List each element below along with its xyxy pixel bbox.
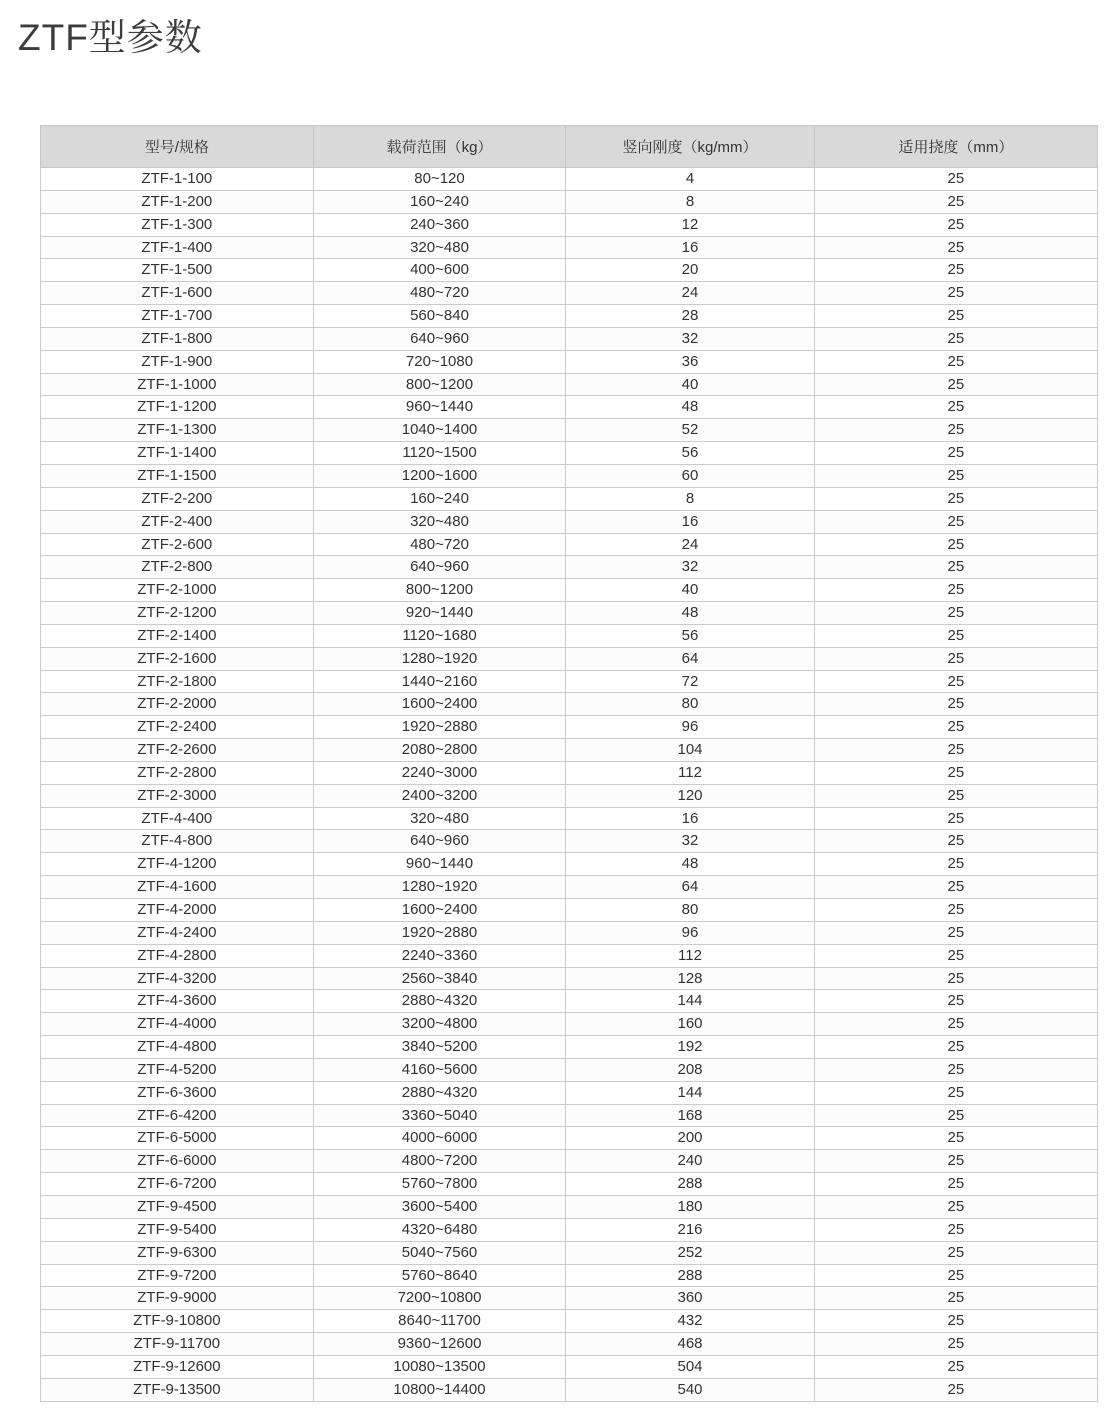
table-cell: 64 <box>566 647 814 670</box>
table-cell: 320~480 <box>313 236 566 259</box>
spec-table <box>40 125 1098 1402</box>
table-row <box>41 259 1098 282</box>
table-row <box>41 967 1098 990</box>
table-row <box>41 236 1098 259</box>
table-cell: 3840~5200 <box>313 1036 566 1059</box>
table-cell: 192 <box>566 1036 814 1059</box>
table-cell: 160 <box>566 1013 814 1036</box>
table-cell: ZTF-6-3600 <box>41 1081 314 1104</box>
table-row <box>41 1195 1098 1218</box>
page-title: ZTF型参数 <box>18 17 203 58</box>
table-cell: 25 <box>814 899 1097 922</box>
table-row <box>41 1241 1098 1264</box>
table-cell: 25 <box>814 442 1097 465</box>
table-cell: ZTF-2-600 <box>41 533 314 556</box>
table-cell: 25 <box>814 876 1097 899</box>
table-row <box>41 1378 1098 1401</box>
table-cell: ZTF-4-1600 <box>41 876 314 899</box>
table-cell: 25 <box>814 487 1097 510</box>
table-cell: 96 <box>566 921 814 944</box>
table-cell: 25 <box>814 921 1097 944</box>
table-cell: 40 <box>566 579 814 602</box>
table-cell: ZTF-1-800 <box>41 327 314 350</box>
table-cell: 5760~8640 <box>313 1264 566 1287</box>
table-cell: 4320~6480 <box>313 1218 566 1241</box>
table-cell: ZTF-2-400 <box>41 510 314 533</box>
table-cell: ZTF-9-10800 <box>41 1310 314 1333</box>
table-row <box>41 1218 1098 1241</box>
table-cell: 25 <box>814 647 1097 670</box>
column-header-load-range: 载荷范围（kg） <box>313 126 566 168</box>
table-cell: ZTF-2-800 <box>41 556 314 579</box>
table-cell: 25 <box>814 670 1097 693</box>
table-row <box>41 1310 1098 1333</box>
table-cell: ZTF-2-2400 <box>41 716 314 739</box>
table-cell: 112 <box>566 761 814 784</box>
table-cell: 25 <box>814 190 1097 213</box>
table-row <box>41 168 1098 191</box>
table-cell: ZTF-9-9000 <box>41 1287 314 1310</box>
table-row <box>41 579 1098 602</box>
table-cell: 48 <box>566 602 814 625</box>
table-cell: 25 <box>814 716 1097 739</box>
table-cell: 25 <box>814 327 1097 350</box>
table-cell: 208 <box>566 1058 814 1081</box>
table-cell: 25 <box>814 168 1097 191</box>
table-cell: 432 <box>566 1310 814 1333</box>
table-cell: ZTF-9-11700 <box>41 1333 314 1356</box>
table-row <box>41 1333 1098 1356</box>
table-cell: 8 <box>566 487 814 510</box>
table-cell: 920~1440 <box>313 602 566 625</box>
table-row <box>41 1150 1098 1173</box>
table-row <box>41 373 1098 396</box>
table-cell: 960~1440 <box>313 396 566 419</box>
table-row <box>41 899 1098 922</box>
table-cell: 1120~1680 <box>313 624 566 647</box>
table-cell: ZTF-2-200 <box>41 487 314 510</box>
table-cell: 25 <box>814 259 1097 282</box>
table-cell: 5040~7560 <box>313 1241 566 1264</box>
table-cell: 25 <box>814 1195 1097 1218</box>
table-cell: 7200~10800 <box>313 1287 566 1310</box>
table-cell: 480~720 <box>313 533 566 556</box>
table-cell: ZTF-1-200 <box>41 190 314 213</box>
table-cell: 32 <box>566 556 814 579</box>
table-row <box>41 1036 1098 1059</box>
table-cell: ZTF-4-1200 <box>41 853 314 876</box>
table-cell: ZTF-4-3600 <box>41 990 314 1013</box>
table-row <box>41 807 1098 830</box>
table-cell: 288 <box>566 1264 814 1287</box>
table-cell: 25 <box>814 464 1097 487</box>
table-cell: 1280~1920 <box>313 876 566 899</box>
table-cell: 25 <box>814 213 1097 236</box>
table-cell: 80 <box>566 693 814 716</box>
table-cell: 25 <box>814 1218 1097 1241</box>
table-cell: 252 <box>566 1241 814 1264</box>
table-cell: 4 <box>566 168 814 191</box>
table-cell: 25 <box>814 830 1097 853</box>
table-row <box>41 944 1098 967</box>
table-cell: ZTF-4-4800 <box>41 1036 314 1059</box>
table-cell: 25 <box>814 624 1097 647</box>
table-cell: ZTF-1-1300 <box>41 419 314 442</box>
table-cell: 25 <box>814 1150 1097 1173</box>
table-cell: 144 <box>566 1081 814 1104</box>
table-cell: 5760~7800 <box>313 1173 566 1196</box>
table-row <box>41 761 1098 784</box>
table-cell: 720~1080 <box>313 350 566 373</box>
table-cell: 1200~1600 <box>313 464 566 487</box>
table-cell: 160~240 <box>313 487 566 510</box>
column-header-model: 型号/规格 <box>41 126 314 168</box>
table-cell: 25 <box>814 1058 1097 1081</box>
table-row <box>41 853 1098 876</box>
table-cell: 56 <box>566 624 814 647</box>
table-cell: ZTF-4-4000 <box>41 1013 314 1036</box>
table-row <box>41 305 1098 328</box>
table-cell: 25 <box>814 373 1097 396</box>
table-cell: 468 <box>566 1333 814 1356</box>
table-cell: 12 <box>566 213 814 236</box>
table-cell: 2880~4320 <box>313 990 566 1013</box>
table-cell: 25 <box>814 693 1097 716</box>
table-row <box>41 556 1098 579</box>
table-cell: ZTF-2-2600 <box>41 739 314 762</box>
table-row <box>41 647 1098 670</box>
table-cell: ZTF-4-800 <box>41 830 314 853</box>
table-cell: 1600~2400 <box>313 693 566 716</box>
table-cell: 1920~2880 <box>313 921 566 944</box>
table-cell: 2400~3200 <box>313 784 566 807</box>
table-cell: ZTF-1-1200 <box>41 396 314 419</box>
table-cell: 2080~2800 <box>313 739 566 762</box>
table-cell: ZTF-4-5200 <box>41 1058 314 1081</box>
table-cell: 640~960 <box>313 830 566 853</box>
table-cell: 40 <box>566 373 814 396</box>
table-cell: 1920~2880 <box>313 716 566 739</box>
table-cell: ZTF-2-1200 <box>41 602 314 625</box>
table-cell: 10800~14400 <box>313 1378 566 1401</box>
table-cell: 25 <box>814 1264 1097 1287</box>
table-cell: 2240~3000 <box>313 761 566 784</box>
table-cell: 3360~5040 <box>313 1104 566 1127</box>
table-row <box>41 1264 1098 1287</box>
table-row <box>41 396 1098 419</box>
table-row <box>41 464 1098 487</box>
table-cell: ZTF-1-600 <box>41 282 314 305</box>
table-cell: 9360~12600 <box>313 1333 566 1356</box>
table-row <box>41 830 1098 853</box>
table-cell: 25 <box>814 784 1097 807</box>
table-row <box>41 784 1098 807</box>
table-row <box>41 282 1098 305</box>
table-cell: ZTF-6-6000 <box>41 1150 314 1173</box>
table-cell: 144 <box>566 990 814 1013</box>
table-row <box>41 510 1098 533</box>
table-cell: ZTF-4-3200 <box>41 967 314 990</box>
table-header-row <box>41 126 1098 168</box>
table-cell: ZTF-9-13500 <box>41 1378 314 1401</box>
table-cell: 64 <box>566 876 814 899</box>
table-cell: 640~960 <box>313 556 566 579</box>
table-cell: 48 <box>566 853 814 876</box>
table-cell: 16 <box>566 510 814 533</box>
table-cell: ZTF-2-1400 <box>41 624 314 647</box>
table-cell: 25 <box>814 1378 1097 1401</box>
table-cell: ZTF-1-400 <box>41 236 314 259</box>
table-row <box>41 190 1098 213</box>
table-cell: 25 <box>814 1355 1097 1378</box>
table-cell: ZTF-2-2800 <box>41 761 314 784</box>
table-cell: 56 <box>566 442 814 465</box>
table-cell: ZTF-9-12600 <box>41 1355 314 1378</box>
table-cell: 96 <box>566 716 814 739</box>
table-row <box>41 602 1098 625</box>
table-cell: 200 <box>566 1127 814 1150</box>
table-cell: 180 <box>566 1195 814 1218</box>
table-row <box>41 624 1098 647</box>
table-cell: 4000~6000 <box>313 1127 566 1150</box>
table-row <box>41 1173 1098 1196</box>
table-cell: 1040~1400 <box>313 419 566 442</box>
table-cell: 25 <box>814 853 1097 876</box>
table-row <box>41 1355 1098 1378</box>
table-cell: 25 <box>814 602 1097 625</box>
table-cell: 240~360 <box>313 213 566 236</box>
table-row <box>41 876 1098 899</box>
spec-table-container <box>40 125 1098 1402</box>
table-cell: 25 <box>814 1287 1097 1310</box>
table-cell: 10080~13500 <box>313 1355 566 1378</box>
table-cell: ZTF-1-1000 <box>41 373 314 396</box>
table-cell: 640~960 <box>313 327 566 350</box>
table-row <box>41 327 1098 350</box>
table-cell: 24 <box>566 282 814 305</box>
table-cell: 504 <box>566 1355 814 1378</box>
table-cell: 80 <box>566 899 814 922</box>
table-cell: 25 <box>814 990 1097 1013</box>
table-cell: 1120~1500 <box>313 442 566 465</box>
table-cell: 28 <box>566 305 814 328</box>
table-cell: 20 <box>566 259 814 282</box>
table-cell: ZTF-2-3000 <box>41 784 314 807</box>
table-row <box>41 1013 1098 1036</box>
table-cell: 25 <box>814 967 1097 990</box>
table-row <box>41 716 1098 739</box>
table-cell: 3600~5400 <box>313 1195 566 1218</box>
table-cell: 3200~4800 <box>313 1013 566 1036</box>
column-header-vertical-stiffness: 竖向刚度（kg/mm） <box>566 126 814 168</box>
table-cell: 8640~11700 <box>313 1310 566 1333</box>
table-cell: ZTF-4-2800 <box>41 944 314 967</box>
table-cell: 1600~2400 <box>313 899 566 922</box>
table-cell: 25 <box>814 1081 1097 1104</box>
table-cell: 2560~3840 <box>313 967 566 990</box>
table-cell: 25 <box>814 533 1097 556</box>
table-body <box>41 168 1098 1402</box>
table-cell: 25 <box>814 579 1097 602</box>
table-cell: ZTF-4-400 <box>41 807 314 830</box>
table-cell: 48 <box>566 396 814 419</box>
table-cell: 25 <box>814 1310 1097 1333</box>
table-cell: ZTF-1-300 <box>41 213 314 236</box>
table-cell: 25 <box>814 1173 1097 1196</box>
table-row <box>41 487 1098 510</box>
table-cell: 320~480 <box>313 510 566 533</box>
table-cell: 2880~4320 <box>313 1081 566 1104</box>
table-cell: 480~720 <box>313 282 566 305</box>
table-cell: 25 <box>814 282 1097 305</box>
table-cell: 800~1200 <box>313 579 566 602</box>
table-row <box>41 419 1098 442</box>
table-row <box>41 1127 1098 1150</box>
table-row <box>41 1287 1098 1310</box>
table-cell: ZTF-9-6300 <box>41 1241 314 1264</box>
table-cell: 104 <box>566 739 814 762</box>
table-cell: 36 <box>566 350 814 373</box>
table-cell: ZTF-2-2000 <box>41 693 314 716</box>
table-cell: 160~240 <box>313 190 566 213</box>
table-cell: 25 <box>814 419 1097 442</box>
table-cell: 128 <box>566 967 814 990</box>
table-cell: 400~600 <box>313 259 566 282</box>
table-cell: 320~480 <box>313 807 566 830</box>
table-row <box>41 350 1098 373</box>
table-cell: 25 <box>814 1104 1097 1127</box>
table-cell: 32 <box>566 327 814 350</box>
table-cell: 25 <box>814 350 1097 373</box>
column-header-applicable-deflection: 适用挠度（mm） <box>814 126 1097 168</box>
table-cell: ZTF-6-5000 <box>41 1127 314 1150</box>
table-cell: 25 <box>814 1127 1097 1150</box>
table-cell: ZTF-4-2000 <box>41 899 314 922</box>
table-cell: 25 <box>814 807 1097 830</box>
table-row <box>41 1058 1098 1081</box>
table-cell: 8 <box>566 190 814 213</box>
table-cell: 25 <box>814 1013 1097 1036</box>
table-cell: 25 <box>814 944 1097 967</box>
table-cell: ZTF-6-4200 <box>41 1104 314 1127</box>
table-row <box>41 693 1098 716</box>
table-cell: ZTF-1-1500 <box>41 464 314 487</box>
table-row <box>41 442 1098 465</box>
table-cell: 560~840 <box>313 305 566 328</box>
table-row <box>41 739 1098 762</box>
table-cell: 32 <box>566 830 814 853</box>
table-cell: ZTF-2-1800 <box>41 670 314 693</box>
table-cell: 16 <box>566 807 814 830</box>
table-cell: 1280~1920 <box>313 647 566 670</box>
table-cell: 80~120 <box>313 168 566 191</box>
table-cell: 25 <box>814 305 1097 328</box>
table-cell: 60 <box>566 464 814 487</box>
table-cell: 25 <box>814 556 1097 579</box>
table-cell: 4800~7200 <box>313 1150 566 1173</box>
table-row <box>41 921 1098 944</box>
table-cell: 800~1200 <box>313 373 566 396</box>
table-cell: 24 <box>566 533 814 556</box>
table-cell: ZTF-2-1600 <box>41 647 314 670</box>
table-cell: ZTF-9-4500 <box>41 1195 314 1218</box>
table-row <box>41 1104 1098 1127</box>
table-cell: 540 <box>566 1378 814 1401</box>
table-cell: 72 <box>566 670 814 693</box>
table-cell: 960~1440 <box>313 853 566 876</box>
table-cell: 1440~2160 <box>313 670 566 693</box>
table-cell: 25 <box>814 739 1097 762</box>
table-cell: 4160~5600 <box>313 1058 566 1081</box>
table-cell: 360 <box>566 1287 814 1310</box>
table-cell: 120 <box>566 784 814 807</box>
table-cell: ZTF-1-500 <box>41 259 314 282</box>
table-cell: ZTF-4-2400 <box>41 921 314 944</box>
table-cell: 168 <box>566 1104 814 1127</box>
table-cell: 25 <box>814 236 1097 259</box>
table-cell: 216 <box>566 1218 814 1241</box>
table-row <box>41 670 1098 693</box>
table-row <box>41 213 1098 236</box>
table-row <box>41 990 1098 1013</box>
table-cell: ZTF-9-5400 <box>41 1218 314 1241</box>
table-cell: 240 <box>566 1150 814 1173</box>
table-cell: 25 <box>814 1333 1097 1356</box>
table-cell: 112 <box>566 944 814 967</box>
table-row <box>41 533 1098 556</box>
table-cell: 25 <box>814 510 1097 533</box>
table-cell: ZTF-2-1000 <box>41 579 314 602</box>
table-cell: ZTF-1-700 <box>41 305 314 328</box>
table-cell: ZTF-1-100 <box>41 168 314 191</box>
table-cell: 2240~3360 <box>313 944 566 967</box>
table-cell: 25 <box>814 396 1097 419</box>
table-cell: 52 <box>566 419 814 442</box>
table-cell: 25 <box>814 761 1097 784</box>
table-cell: 16 <box>566 236 814 259</box>
table-cell: 25 <box>814 1036 1097 1059</box>
table-cell: ZTF-1-900 <box>41 350 314 373</box>
table-cell: ZTF-6-7200 <box>41 1173 314 1196</box>
table-cell: ZTF-1-1400 <box>41 442 314 465</box>
table-row <box>41 1081 1098 1104</box>
table-cell: 288 <box>566 1173 814 1196</box>
table-cell: 25 <box>814 1241 1097 1264</box>
table-cell: ZTF-9-7200 <box>41 1264 314 1287</box>
